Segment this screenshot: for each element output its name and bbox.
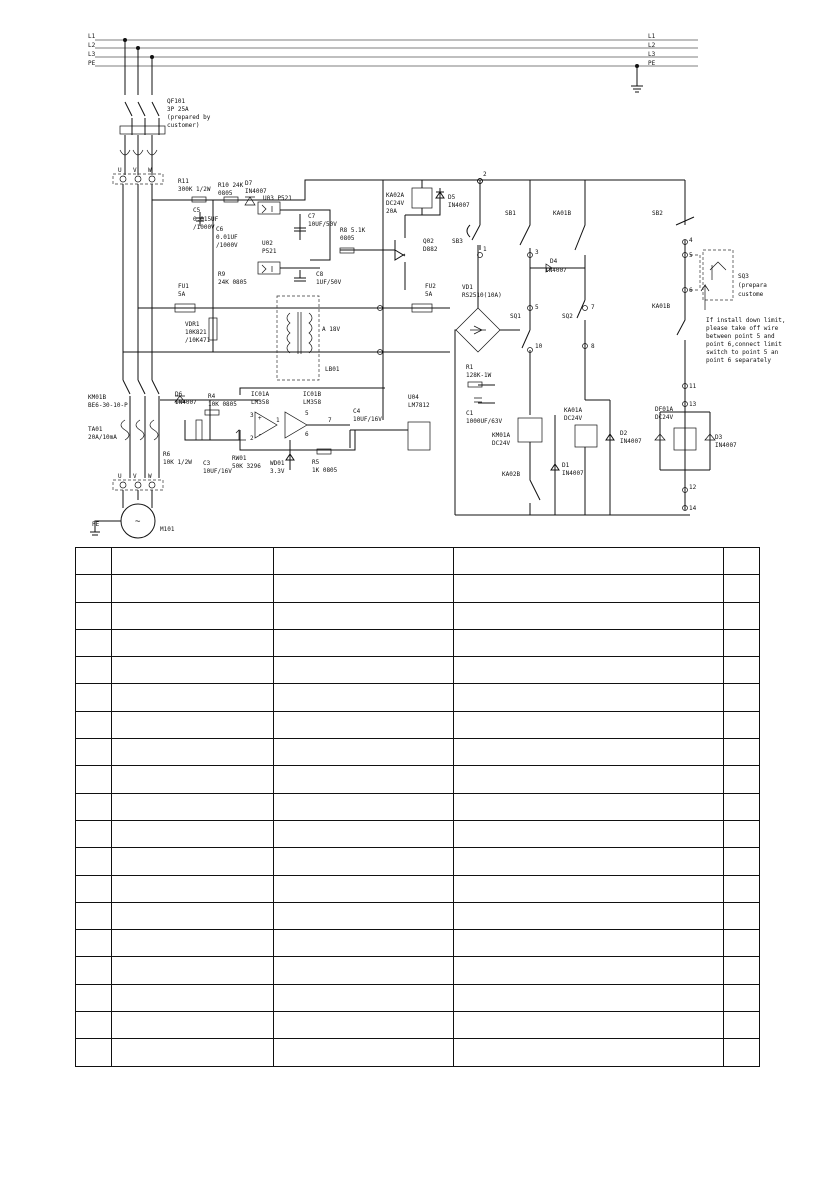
table-cell — [454, 766, 724, 793]
table-cell — [274, 820, 454, 847]
svg-text:D6: D6 — [175, 391, 183, 398]
svg-text:6: 6 — [305, 431, 309, 438]
table-row — [76, 793, 760, 820]
table-cell — [76, 684, 112, 711]
table-cell — [454, 820, 724, 847]
svg-text:IN4007: IN4007 — [545, 267, 567, 274]
table-row — [76, 711, 760, 738]
svg-text:VD1: VD1 — [462, 284, 473, 291]
table-cell — [724, 1039, 760, 1066]
table-cell — [112, 902, 274, 929]
svg-text:Q02: Q02 — [423, 238, 434, 245]
table-cell — [724, 657, 760, 684]
svg-text:13: 13 — [689, 401, 697, 408]
svg-text:/10K471: /10K471 — [185, 337, 211, 344]
table-cell — [454, 602, 724, 629]
svg-text:R4: R4 — [208, 393, 216, 400]
table-cell — [76, 766, 112, 793]
table-cell — [112, 657, 274, 684]
table-cell — [454, 984, 724, 1011]
svg-text:-: - — [258, 431, 262, 438]
svg-text:KA01A: KA01A — [564, 407, 583, 414]
svg-text:LM358: LM358 — [303, 399, 322, 406]
bus-pe-right: PE — [648, 60, 656, 67]
svg-text:VDR1: VDR1 — [185, 321, 200, 328]
svg-text:KA01B: KA01B — [553, 210, 572, 217]
table-cell — [76, 629, 112, 656]
table-cell — [112, 1039, 274, 1066]
table-cell — [112, 793, 274, 820]
svg-text:SB3: SB3 — [452, 238, 463, 245]
svg-text:DC24V: DC24V — [564, 415, 583, 422]
svg-text:P521: P521 — [262, 248, 277, 255]
table-cell — [724, 793, 760, 820]
table-cell — [274, 875, 454, 902]
svg-text:RS2510(10A): RS2510(10A) — [462, 292, 502, 299]
svg-text:SQ2: SQ2 — [562, 313, 573, 320]
table-cell — [454, 1012, 724, 1039]
table-cell — [724, 930, 760, 957]
table-cell — [274, 848, 454, 875]
table-cell — [112, 875, 274, 902]
m101-label: M101 — [160, 526, 175, 533]
svg-text:C1: C1 — [466, 410, 474, 417]
table-cell — [454, 711, 724, 738]
svg-text:D4: D4 — [550, 258, 558, 265]
table-cell — [76, 1012, 112, 1039]
table-cell — [454, 793, 724, 820]
bus-l2-right: L2 — [648, 42, 656, 49]
svg-text:D5: D5 — [448, 194, 456, 201]
svg-text:5: 5 — [305, 410, 309, 417]
electrical-schematic — [0, 0, 840, 545]
table-cell — [454, 902, 724, 929]
svg-text:R10 24K: R10 24K — [218, 182, 244, 189]
table-row — [76, 848, 760, 875]
svg-text:U: U — [118, 167, 122, 174]
svg-text:1: 1 — [276, 417, 280, 424]
table-row — [76, 930, 760, 957]
svg-text:C3: C3 — [203, 460, 211, 467]
table-cell — [112, 739, 274, 766]
table-cell — [76, 575, 112, 602]
svg-text:0805: 0805 — [218, 190, 233, 197]
svg-text:IN4007: IN4007 — [620, 438, 642, 445]
svg-text:5A: 5A — [425, 291, 433, 298]
table-cell — [724, 575, 760, 602]
svg-text:12: 12 — [689, 484, 697, 491]
svg-text:2: 2 — [483, 171, 487, 178]
svg-text:D3: D3 — [715, 434, 723, 441]
bus-pe-left: PE — [88, 60, 96, 67]
svg-text:/1000V: /1000V — [193, 224, 215, 231]
svg-text:R6: R6 — [163, 451, 171, 458]
table-cell — [454, 848, 724, 875]
table-cell — [724, 711, 760, 738]
km01b-label: KM01B — [88, 394, 107, 401]
table-cell — [274, 602, 454, 629]
svg-text:D7: D7 — [245, 180, 253, 187]
svg-text:C8: C8 — [316, 271, 324, 278]
svg-text:D1: D1 — [562, 462, 570, 469]
table-cell — [112, 629, 274, 656]
svg-text:R9: R9 — [218, 271, 226, 278]
svg-text:C7: C7 — [308, 213, 316, 220]
svg-text:SQ3: SQ3 — [738, 273, 749, 280]
table-cell — [274, 957, 454, 984]
svg-text:C4: C4 — [353, 408, 361, 415]
table-cell — [724, 684, 760, 711]
table-cell — [274, 629, 454, 656]
table-row — [76, 902, 760, 929]
table-cell — [76, 602, 112, 629]
svg-text:IN4007: IN4007 — [245, 188, 267, 195]
table-cell — [724, 629, 760, 656]
parts-list-table — [75, 547, 760, 1067]
svg-text:A 18V: A 18V — [322, 326, 341, 333]
table-row — [76, 684, 760, 711]
svg-text:W: W — [148, 167, 152, 174]
table-row — [76, 657, 760, 684]
svg-text:U02: U02 — [262, 240, 273, 247]
svg-text:(prepara: (prepara — [738, 282, 767, 289]
svg-text:5: 5 — [535, 304, 539, 311]
svg-text:(prepared by: (prepared by — [167, 114, 211, 121]
table-row — [76, 820, 760, 847]
table-cell — [76, 902, 112, 929]
svg-text:KA02A: KA02A — [386, 192, 405, 199]
table-cell — [76, 848, 112, 875]
svg-text:3: 3 — [250, 412, 254, 419]
svg-text:/1000V: /1000V — [216, 242, 238, 249]
svg-text:customer): customer) — [167, 122, 200, 129]
svg-text:RW01: RW01 — [232, 455, 247, 462]
table-cell — [454, 575, 724, 602]
table-cell — [274, 684, 454, 711]
svg-text:10UF/16V: 10UF/16V — [203, 468, 232, 475]
svg-text:IN4007: IN4007 — [448, 202, 470, 209]
table-cell — [724, 1012, 760, 1039]
svg-text:BE6-30-10-P: BE6-30-10-P — [88, 402, 128, 409]
bus-l1-left: L1 — [88, 33, 96, 40]
svg-text:SB1: SB1 — [505, 210, 516, 217]
svg-text:SB2: SB2 — [652, 210, 663, 217]
table-cell — [724, 548, 760, 575]
svg-text:R5: R5 — [312, 459, 320, 466]
table-cell — [76, 1039, 112, 1066]
table-row — [76, 957, 760, 984]
svg-text:LB01: LB01 — [325, 366, 340, 373]
three-phase-feed — [90, 40, 165, 538]
svg-text:D882: D882 — [423, 246, 438, 253]
table-cell — [274, 1012, 454, 1039]
svg-text:10K 0805: 10K 0805 — [208, 401, 237, 408]
table-cell — [274, 1039, 454, 1066]
svg-text:please take off wire: please take off wire — [706, 325, 779, 332]
svg-text:IC01A: IC01A — [251, 391, 270, 398]
svg-text:10K821: 10K821 — [185, 329, 207, 336]
svg-text:1UF/50V: 1UF/50V — [316, 279, 342, 286]
table-row — [76, 1012, 760, 1039]
table-row — [76, 629, 760, 656]
svg-text:10: 10 — [535, 343, 543, 350]
table-cell — [112, 984, 274, 1011]
limit-note: If install down limit, — [706, 317, 786, 324]
table-cell — [112, 848, 274, 875]
svg-text:point 6 separately: point 6 separately — [706, 357, 772, 364]
table-cell — [454, 930, 724, 957]
table-cell — [76, 984, 112, 1011]
svg-text:R11: R11 — [178, 178, 189, 185]
svg-text:custome: custome — [738, 291, 764, 298]
svg-text:5A: 5A — [178, 291, 186, 298]
table-row — [76, 739, 760, 766]
table-cell — [454, 657, 724, 684]
svg-text:IN4007: IN4007 — [562, 470, 584, 477]
table-cell — [724, 739, 760, 766]
svg-text:KA02B: KA02B — [502, 471, 521, 478]
svg-text:U03 P521: U03 P521 — [263, 195, 292, 202]
table-row — [76, 984, 760, 1011]
svg-text:128K-1W: 128K-1W — [466, 372, 492, 379]
table-cell — [274, 984, 454, 1011]
table-cell — [76, 739, 112, 766]
table-cell — [274, 657, 454, 684]
svg-text:U: U — [118, 473, 122, 480]
table-cell — [454, 739, 724, 766]
svg-text:10UF/50V: 10UF/50V — [308, 221, 337, 228]
svg-text:0805: 0805 — [340, 235, 355, 242]
table-cell — [76, 548, 112, 575]
svg-text:6: 6 — [689, 287, 693, 294]
svg-text:10K 1/2W: 10K 1/2W — [163, 459, 192, 466]
table-cell — [454, 957, 724, 984]
svg-text:8: 8 — [591, 343, 595, 350]
table-row — [76, 875, 760, 902]
table-cell — [274, 930, 454, 957]
table-cell — [274, 793, 454, 820]
table-cell — [724, 602, 760, 629]
svg-text:R8 5.1K: R8 5.1K — [340, 227, 366, 234]
table-cell — [112, 711, 274, 738]
svg-text:11: 11 — [689, 383, 697, 390]
svg-text:1: 1 — [483, 246, 487, 253]
svg-text:U04: U04 — [408, 394, 419, 401]
bus-l2-left: L2 — [88, 42, 96, 49]
table-cell — [724, 848, 760, 875]
svg-text:KM01A: KM01A — [492, 432, 511, 439]
svg-text:5: 5 — [689, 252, 693, 259]
table-cell — [724, 820, 760, 847]
svg-text:IC01B: IC01B — [303, 391, 322, 398]
table-cell — [454, 548, 724, 575]
svg-text:0.015UF: 0.015UF — [193, 216, 219, 223]
svg-text:IN4007: IN4007 — [715, 442, 737, 449]
table-row — [76, 766, 760, 793]
svg-text:50K 3296: 50K 3296 — [232, 463, 261, 470]
svg-text:20A/10mA: 20A/10mA — [88, 434, 117, 441]
table-cell — [274, 739, 454, 766]
svg-text:FU2: FU2 — [425, 283, 436, 290]
table-cell — [274, 766, 454, 793]
svg-text:3.3V: 3.3V — [270, 468, 285, 475]
table-cell — [112, 575, 274, 602]
table-cell — [76, 711, 112, 738]
svg-text:point 6,connect limit: point 6,connect limit — [706, 341, 782, 348]
table-cell — [76, 875, 112, 902]
table-cell — [274, 902, 454, 929]
svg-text:between point 5 and: between point 5 and — [706, 333, 775, 340]
table-cell — [724, 957, 760, 984]
svg-text:V: V — [133, 167, 137, 174]
svg-text:C6: C6 — [216, 226, 224, 233]
table-cell — [274, 548, 454, 575]
svg-text:KA01B: KA01B — [652, 303, 671, 310]
table-cell — [112, 1012, 274, 1039]
table-cell — [76, 820, 112, 847]
ta01-label: TA01 — [88, 426, 103, 433]
svg-text:0.01UF: 0.01UF — [216, 234, 238, 241]
table-cell — [274, 575, 454, 602]
svg-text:IN4007: IN4007 — [175, 399, 197, 406]
svg-text:24K 0805: 24K 0805 — [218, 279, 247, 286]
svg-text:14: 14 — [689, 505, 697, 512]
table-cell — [112, 684, 274, 711]
svg-text:PE: PE — [92, 521, 100, 528]
table-cell — [112, 930, 274, 957]
table-cell — [724, 875, 760, 902]
table-cell — [112, 548, 274, 575]
svg-text:DC24V: DC24V — [492, 440, 511, 447]
svg-text:C5: C5 — [193, 207, 201, 214]
qf101-label: QF101 — [167, 98, 186, 105]
svg-text:D2: D2 — [620, 430, 628, 437]
table-cell — [112, 957, 274, 984]
table-row — [76, 1039, 760, 1066]
svg-text:1K 0805: 1K 0805 — [312, 467, 338, 474]
table-cell — [454, 629, 724, 656]
svg-text:switch to point 5 an: switch to point 5 an — [706, 349, 779, 356]
power-buses — [88, 33, 698, 92]
table-cell — [724, 902, 760, 929]
table-cell — [112, 820, 274, 847]
svg-text:SQ1: SQ1 — [510, 313, 521, 320]
table-cell — [724, 766, 760, 793]
svg-text:DC24V: DC24V — [655, 414, 674, 421]
svg-text:7: 7 — [328, 417, 332, 424]
svg-text:4: 4 — [689, 237, 693, 244]
table-cell — [454, 684, 724, 711]
svg-text:V: V — [133, 473, 137, 480]
table-cell — [454, 875, 724, 902]
table-cell — [76, 957, 112, 984]
svg-text:10UF/16V: 10UF/16V — [353, 416, 382, 423]
table-row — [76, 575, 760, 602]
bus-l3-left: L3 — [88, 51, 96, 58]
table-cell — [76, 793, 112, 820]
control-relay-logic — [478, 179, 734, 516]
svg-text:+: + — [258, 415, 262, 422]
svg-text:FU1: FU1 — [178, 283, 189, 290]
svg-text:1000UF/63V: 1000UF/63V — [466, 418, 503, 425]
svg-text:R1: R1 — [466, 364, 474, 371]
table-row — [76, 548, 760, 575]
svg-text:7: 7 — [591, 304, 595, 311]
table-cell — [112, 602, 274, 629]
svg-text:LM7812: LM7812 — [408, 402, 430, 409]
svg-text:W: W — [148, 473, 152, 480]
table-cell — [274, 711, 454, 738]
svg-text:LM358: LM358 — [251, 399, 270, 406]
svg-text:300K 1/2W: 300K 1/2W — [178, 186, 211, 193]
svg-text:DF01A: DF01A — [655, 406, 674, 413]
svg-text:DC24V: DC24V — [386, 200, 405, 207]
svg-text:3: 3 — [535, 249, 539, 256]
svg-text:WD01: WD01 — [270, 460, 285, 467]
svg-text:~: ~ — [135, 517, 141, 527]
table-cell — [454, 1039, 724, 1066]
table-cell — [76, 930, 112, 957]
table-cell — [112, 766, 274, 793]
svg-text:3P 25A: 3P 25A — [167, 106, 189, 113]
svg-text:2: 2 — [250, 435, 254, 442]
table-cell — [724, 984, 760, 1011]
bus-l1-right: L1 — [648, 33, 656, 40]
table-cell — [76, 657, 112, 684]
table-row — [76, 602, 760, 629]
svg-text:20A: 20A — [386, 208, 397, 215]
bus-l3-right: L3 — [648, 51, 656, 58]
